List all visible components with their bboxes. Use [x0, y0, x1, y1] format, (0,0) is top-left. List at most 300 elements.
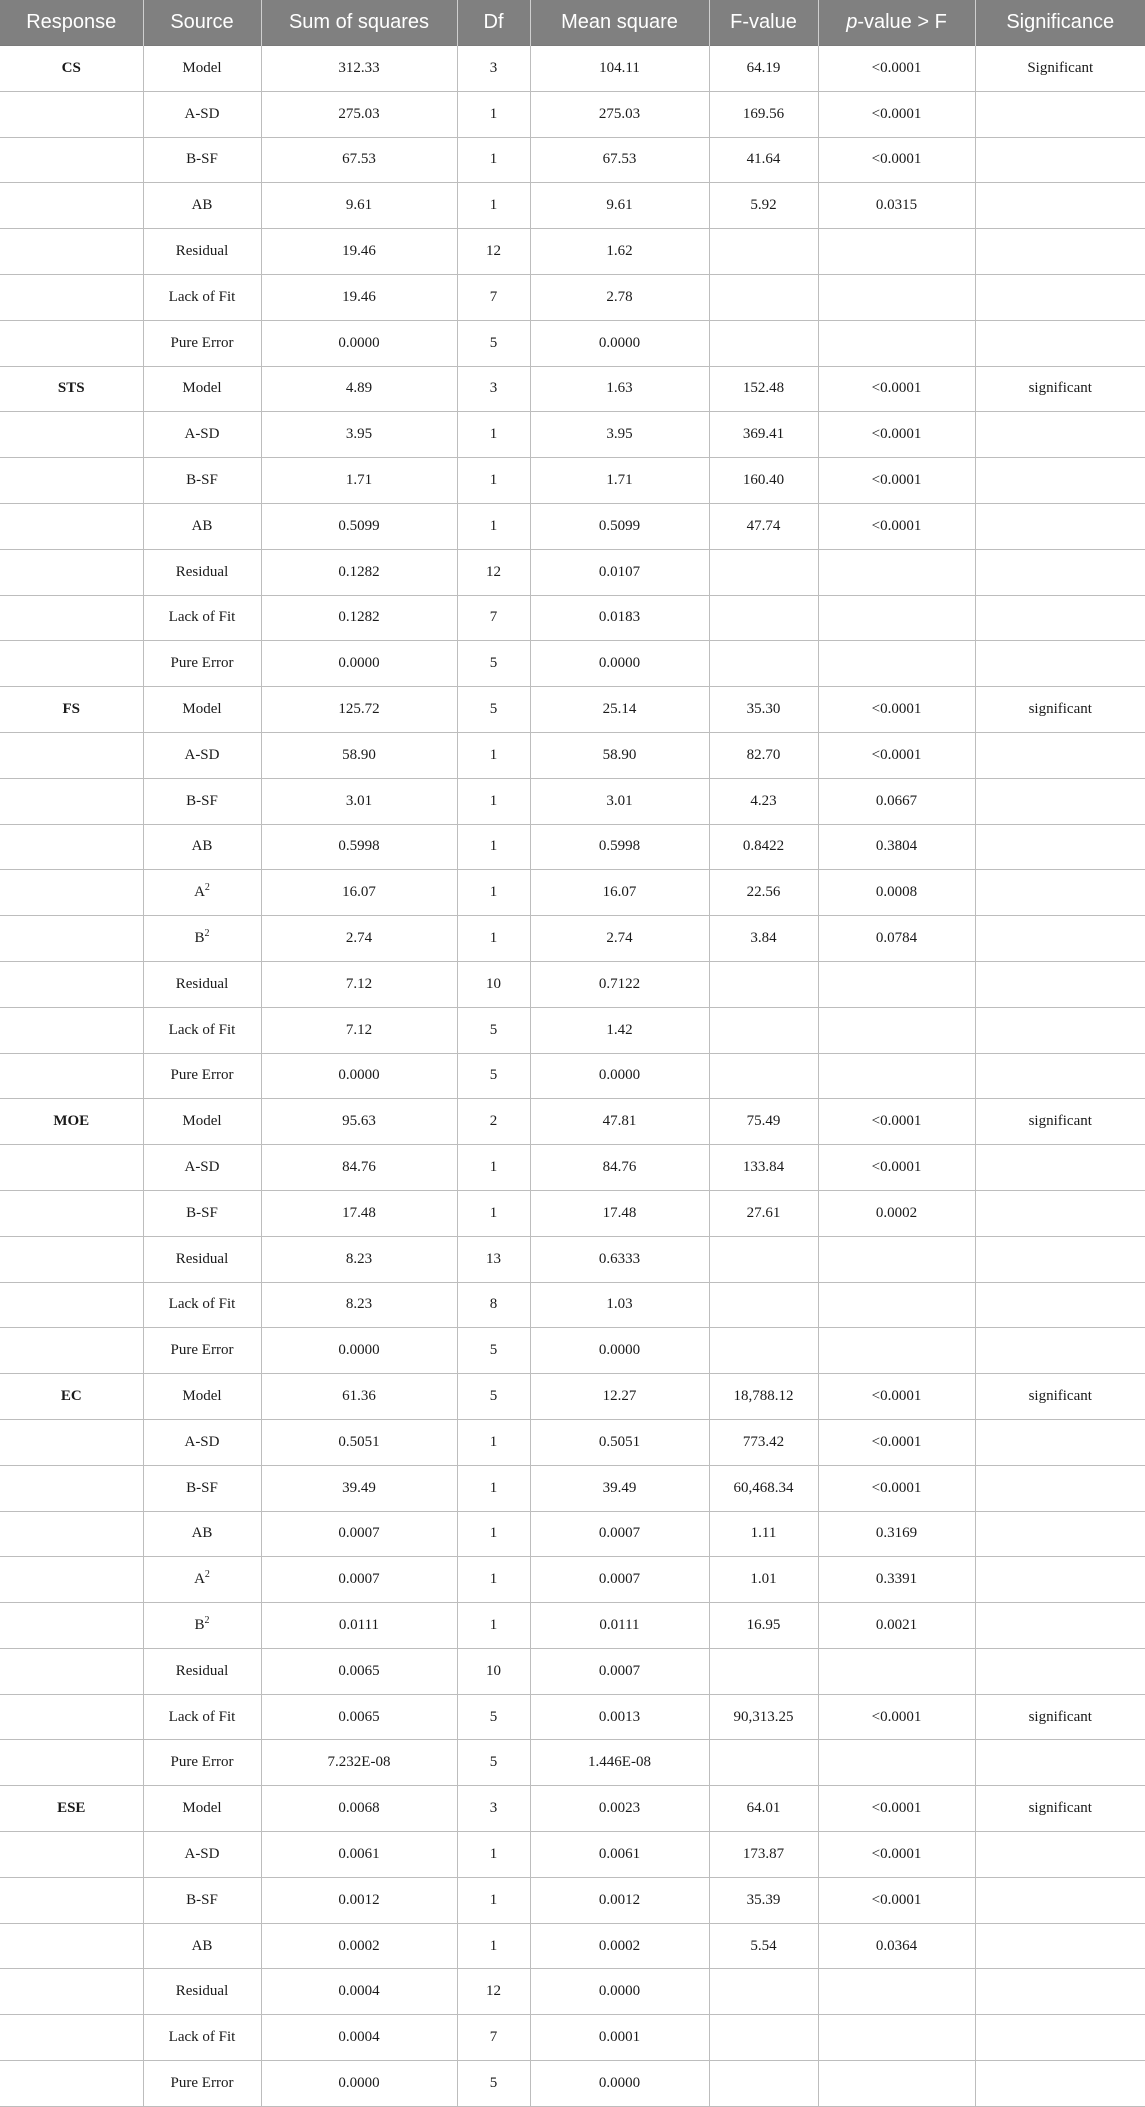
cell-response	[0, 1099, 143, 1145]
cell-f-value-text: 4.23	[750, 792, 777, 809]
cell-mean-square	[530, 229, 709, 275]
cell-df-text: 10	[486, 975, 501, 992]
cell-sum-of-squares-text: 0.0065	[338, 1662, 380, 1679]
cell-df-text: 1	[489, 1891, 498, 1908]
cell-f-value	[709, 641, 818, 687]
cell-mean-square-text: 17.48	[602, 1204, 637, 1221]
cell-p-value-text: <0.0001	[871, 1479, 922, 1496]
cell-response	[0, 458, 143, 504]
cell-significance	[975, 595, 1145, 641]
cell-significance	[975, 1877, 1145, 1923]
cell-significance-text: significant	[1028, 1113, 1092, 1130]
cell-response-text: MOE	[53, 1113, 90, 1130]
cell-response	[0, 1190, 143, 1236]
cell-source-text: AB	[191, 197, 213, 214]
cell-p-value-text: 0.0315	[875, 197, 918, 214]
cell-source	[143, 458, 261, 504]
cell-mean-square-text: 0.0023	[598, 1800, 641, 1817]
cell-sum-of-squares-text: 0.0002	[338, 1937, 380, 1954]
cell-df	[457, 916, 530, 962]
cell-p-value	[818, 916, 975, 962]
cell-mean-square-text: 0.0000	[598, 1342, 641, 1359]
cell-f-value	[709, 1923, 818, 1969]
cell-f-value-text: 1.11	[750, 1525, 777, 1542]
cell-mean-square-text: 0.0000	[598, 1067, 641, 1084]
cell-sum-of-squares	[261, 961, 457, 1007]
cell-mean-square	[530, 366, 709, 412]
cell-significance	[975, 732, 1145, 778]
cell-sum-of-squares-text: 84.76	[342, 1159, 376, 1176]
table-header	[0, 0, 1145, 46]
cell-p-value	[818, 961, 975, 1007]
cell-significance	[975, 778, 1145, 824]
cell-source-text: A	[194, 1571, 205, 1588]
squared-superscript: 2	[204, 928, 210, 940]
cell-f-value-text: 18,788.12	[733, 1388, 794, 1404]
cell-sum-of-squares-text: 0.0004	[338, 1983, 380, 2000]
cell-f-value	[709, 1740, 818, 1786]
cell-p-value	[818, 137, 975, 183]
cell-mean-square	[530, 320, 709, 366]
cell-response	[0, 549, 143, 595]
cell-df-text: 1	[489, 1433, 498, 1450]
cell-source	[143, 916, 261, 962]
cell-source	[143, 732, 261, 778]
cell-response	[0, 412, 143, 458]
cell-source	[143, 1007, 261, 1053]
cell-mean-square	[530, 1969, 709, 2015]
cell-mean-square	[530, 824, 709, 870]
cell-response	[0, 1740, 143, 1786]
cell-sum-of-squares	[261, 229, 457, 275]
cell-sum-of-squares-text: 16.07	[342, 884, 376, 901]
cell-significance	[975, 1740, 1145, 1786]
cell-p-value	[818, 824, 975, 870]
cell-f-value-text: 5.92	[750, 197, 777, 214]
cell-f-value-text: 27.61	[746, 1204, 781, 1221]
cell-df-text: 5	[489, 701, 498, 718]
cell-significance	[975, 1923, 1145, 1969]
cell-df-text: 3	[489, 1800, 498, 1817]
cell-significance	[975, 1694, 1145, 1740]
cell-f-value	[709, 366, 818, 412]
cell-p-value-text: <0.0001	[871, 1800, 922, 1817]
cell-source-text: B-SF	[186, 472, 218, 489]
cell-f-value	[709, 1511, 818, 1557]
cell-response	[0, 1145, 143, 1191]
cell-sum-of-squares-text: 0.0061	[338, 1845, 380, 1862]
cell-source-text: Lack of Fit	[168, 1708, 236, 1725]
cell-p-value	[818, 549, 975, 595]
cell-p-value-text: <0.0001	[871, 1433, 922, 1450]
cell-sum-of-squares	[261, 1465, 457, 1511]
cell-df-text: 5	[489, 1021, 498, 1038]
cell-p-value-text: 0.0364	[875, 1937, 918, 1954]
cell-source-text: A-SD	[184, 426, 220, 443]
cell-source-text: Residual	[175, 243, 229, 260]
cell-sum-of-squares	[261, 1007, 457, 1053]
cell-sum-of-squares-text: 0.0000	[338, 334, 380, 351]
cell-significance-text: significant	[1028, 1388, 1092, 1404]
cell-response	[0, 1282, 143, 1328]
cell-sum-of-squares-text: 19.46	[342, 243, 376, 260]
cell-response	[0, 46, 143, 92]
cell-mean-square	[530, 641, 709, 687]
cell-source-text: AB	[191, 838, 213, 855]
cell-sum-of-squares-text: 67.53	[342, 151, 376, 168]
cell-mean-square-text: 0.0012	[598, 1891, 641, 1908]
cell-f-value	[709, 46, 818, 92]
cell-df-text: 1	[489, 1571, 498, 1588]
cell-df-text: 5	[489, 1067, 498, 1084]
cell-source-text: Residual	[175, 1983, 229, 2000]
cell-f-value	[709, 1557, 818, 1603]
cell-p-value	[818, 870, 975, 916]
cell-p-value-text: <0.0001	[871, 701, 922, 718]
cell-mean-square-text: 0.0061	[598, 1845, 641, 1862]
cell-mean-square	[530, 1923, 709, 1969]
cell-p-value-text: <0.0001	[871, 1891, 922, 1908]
cell-source	[143, 1511, 261, 1557]
cell-significance	[975, 274, 1145, 320]
cell-df	[457, 1190, 530, 1236]
cell-df	[457, 1740, 530, 1786]
cell-source-text: Pure Error	[170, 2074, 234, 2091]
cell-df	[457, 687, 530, 733]
cell-sum-of-squares-text: 125.72	[338, 701, 380, 718]
cell-df-text: 7	[489, 2029, 498, 2046]
cell-response	[0, 1969, 143, 2015]
cell-mean-square-text: 0.0000	[598, 334, 641, 351]
cell-p-value	[818, 1099, 975, 1145]
cell-source	[143, 824, 261, 870]
cell-source-text: B-SF	[186, 151, 218, 168]
cell-response	[0, 2061, 143, 2107]
table-row	[0, 1465, 1145, 1511]
cell-df-text: 1	[489, 746, 498, 763]
cell-f-value	[709, 1099, 818, 1145]
cell-response	[0, 1877, 143, 1923]
table-row	[0, 1740, 1145, 1786]
cell-mean-square-text: 39.49	[602, 1479, 637, 1496]
table-row	[0, 916, 1145, 962]
cell-p-value	[818, 1419, 975, 1465]
cell-mean-square	[530, 1694, 709, 1740]
cell-f-value	[709, 916, 818, 962]
table-row	[0, 1511, 1145, 1557]
cell-p-value-text: <0.0001	[871, 1708, 922, 1725]
cell-df-text: 1	[489, 1479, 498, 1496]
cell-source	[143, 1694, 261, 1740]
cell-f-value	[709, 1282, 818, 1328]
cell-sum-of-squares-text: 17.48	[342, 1204, 376, 1221]
cell-significance	[975, 1603, 1145, 1649]
cell-source	[143, 412, 261, 458]
cell-mean-square	[530, 1053, 709, 1099]
cell-mean-square	[530, 412, 709, 458]
cell-df	[457, 961, 530, 1007]
cell-sum-of-squares	[261, 870, 457, 916]
cell-response	[0, 1557, 143, 1603]
cell-f-value-text: 3.84	[750, 930, 777, 947]
cell-f-value	[709, 458, 818, 504]
cell-f-value	[709, 870, 818, 916]
cell-mean-square-text: 1.446E-08	[588, 1754, 651, 1771]
cell-f-value	[709, 824, 818, 870]
table-row	[0, 2015, 1145, 2061]
cell-response	[0, 1832, 143, 1878]
cell-mean-square	[530, 1236, 709, 1282]
cell-mean-square	[530, 1603, 709, 1649]
cell-mean-square-text: 2.74	[606, 930, 633, 947]
cell-p-value	[818, 1694, 975, 1740]
cell-mean-square-text: 9.61	[606, 197, 633, 214]
cell-f-value	[709, 503, 818, 549]
cell-significance	[975, 1465, 1145, 1511]
table-row	[0, 1877, 1145, 1923]
cell-source	[143, 91, 261, 137]
cell-p-value	[818, 366, 975, 412]
cell-mean-square-text: 0.0183	[598, 609, 641, 626]
cell-significance	[975, 1374, 1145, 1420]
cell-f-value	[709, 1007, 818, 1053]
cell-df	[457, 732, 530, 778]
cell-response	[0, 916, 143, 962]
cell-df-text: 5	[489, 334, 498, 351]
cell-p-value	[818, 1603, 975, 1649]
cell-significance	[975, 2015, 1145, 2061]
cell-f-value-text: 60,468.34	[733, 1479, 794, 1496]
cell-mean-square	[530, 2061, 709, 2107]
cell-source	[143, 1465, 261, 1511]
cell-f-value-text: 369.41	[742, 426, 785, 443]
cell-sum-of-squares	[261, 549, 457, 595]
cell-df-text: 12	[486, 1983, 501, 2000]
cell-p-value	[818, 1969, 975, 2015]
cell-p-value-text: <0.0001	[871, 1388, 922, 1404]
cell-source-text: A-SD	[184, 1845, 220, 1862]
cell-sum-of-squares	[261, 1877, 457, 1923]
table-row	[0, 687, 1145, 733]
cell-f-value-text: 47.74	[746, 517, 781, 534]
cell-sum-of-squares	[261, 595, 457, 641]
header-mean-square: Mean square	[530, 0, 709, 46]
cell-source-text: A-SD	[184, 746, 220, 763]
cell-sum-of-squares-text: 0.1282	[338, 609, 380, 626]
cell-significance	[975, 1282, 1145, 1328]
cell-df	[457, 2061, 530, 2107]
cell-significance	[975, 1832, 1145, 1878]
cell-mean-square-text: 0.0000	[598, 1983, 641, 2000]
cell-mean-square-text: 1.62	[606, 243, 633, 260]
cell-source-text: A-SD	[184, 105, 220, 122]
cell-df	[457, 1374, 530, 1420]
cell-significance	[975, 1099, 1145, 1145]
cell-f-value-text: 0.8422	[742, 838, 785, 855]
cell-mean-square	[530, 961, 709, 1007]
cell-source	[143, 870, 261, 916]
table-row	[0, 458, 1145, 504]
cell-source	[143, 549, 261, 595]
cell-mean-square	[530, 595, 709, 641]
cell-response	[0, 91, 143, 137]
cell-sum-of-squares	[261, 366, 457, 412]
cell-source-text: Lack of Fit	[168, 1021, 236, 1038]
cell-p-value	[818, 595, 975, 641]
cell-response	[0, 1465, 143, 1511]
cell-df	[457, 549, 530, 595]
cell-response	[0, 778, 143, 824]
cell-mean-square	[530, 687, 709, 733]
cell-sum-of-squares	[261, 1328, 457, 1374]
cell-f-value-text: 173.87	[742, 1845, 785, 1862]
cell-source-text: Model	[182, 1800, 222, 1817]
cell-mean-square-text: 1.71	[606, 472, 633, 489]
cell-df	[457, 458, 530, 504]
cell-f-value-text: 160.40	[742, 472, 785, 489]
table-row	[0, 595, 1145, 641]
table-row	[0, 1236, 1145, 1282]
cell-response	[0, 1374, 143, 1420]
cell-mean-square	[530, 2015, 709, 2061]
cell-mean-square-text: 0.5998	[598, 838, 641, 855]
cell-p-value-text: <0.0001	[871, 517, 922, 534]
cell-sum-of-squares	[261, 1190, 457, 1236]
cell-source	[143, 229, 261, 275]
cell-mean-square-text: 67.53	[602, 151, 637, 168]
cell-significance	[975, 1511, 1145, 1557]
cell-mean-square-text: 0.0000	[598, 2074, 641, 2091]
cell-p-value-text: <0.0001	[871, 380, 922, 397]
cell-p-value-text: 0.3391	[875, 1571, 918, 1588]
table-row	[0, 1053, 1145, 1099]
cell-mean-square	[530, 1328, 709, 1374]
cell-sum-of-squares-text: 275.03	[338, 105, 380, 122]
cell-f-value	[709, 1969, 818, 2015]
table-row	[0, 2061, 1145, 2107]
header-row	[0, 0, 1145, 46]
cell-df-text: 1	[489, 472, 498, 489]
cell-p-value-text: 0.3169	[875, 1525, 918, 1542]
cell-df	[457, 1694, 530, 1740]
cell-sum-of-squares	[261, 2061, 457, 2107]
cell-f-value	[709, 183, 818, 229]
cell-response	[0, 1786, 143, 1832]
table-row	[0, 641, 1145, 687]
cell-p-value	[818, 1007, 975, 1053]
cell-f-value-text: 41.64	[746, 151, 781, 168]
cell-source-text: Residual	[175, 563, 229, 580]
cell-f-value	[709, 961, 818, 1007]
cell-response	[0, 732, 143, 778]
cell-significance	[975, 1786, 1145, 1832]
cell-df	[457, 1419, 530, 1465]
cell-sum-of-squares	[261, 1236, 457, 1282]
header-sum-of-squares: Sum of squares	[261, 0, 457, 46]
cell-df-text: 12	[486, 243, 501, 260]
cell-df-text: 3	[489, 380, 498, 397]
cell-source	[143, 687, 261, 733]
cell-df-text: 5	[489, 1342, 498, 1359]
squared-superscript: 2	[204, 882, 210, 894]
cell-df	[457, 1786, 530, 1832]
cell-sum-of-squares-text: 0.0007	[338, 1571, 380, 1588]
cell-mean-square	[530, 137, 709, 183]
cell-mean-square-text: 0.0107	[598, 563, 641, 580]
table-row	[0, 137, 1145, 183]
cell-significance-text: Significant	[1027, 59, 1094, 76]
cell-significance	[975, 412, 1145, 458]
cell-mean-square	[530, 503, 709, 549]
cell-response	[0, 183, 143, 229]
cell-sum-of-squares-text: 19.46	[342, 288, 376, 305]
cell-p-value-text: <0.0001	[871, 426, 922, 443]
cell-significance	[975, 1053, 1145, 1099]
cell-p-value	[818, 1328, 975, 1374]
cell-source-text: AB	[191, 1937, 213, 1954]
cell-mean-square-text: 1.03	[606, 1296, 633, 1313]
cell-df	[457, 366, 530, 412]
cell-source-text: A-SD	[184, 1159, 220, 1176]
cell-response	[0, 137, 143, 183]
cell-mean-square	[530, 1786, 709, 1832]
cell-p-value	[818, 2061, 975, 2107]
cell-f-value	[709, 1603, 818, 1649]
cell-source	[143, 2015, 261, 2061]
cell-df-text: 1	[489, 1937, 498, 1954]
cell-mean-square-text: 84.76	[602, 1159, 637, 1176]
cell-mean-square	[530, 1190, 709, 1236]
cell-p-value	[818, 1236, 975, 1282]
cell-df	[457, 1099, 530, 1145]
cell-df-text: 10	[486, 1662, 501, 1679]
cell-f-value-text: 35.39	[746, 1891, 781, 1908]
cell-source-text: B	[194, 930, 205, 947]
cell-source-text: Model	[182, 1113, 222, 1130]
cell-p-value-text: 0.0784	[875, 930, 918, 947]
cell-df	[457, 1969, 530, 2015]
cell-f-value-text: 64.01	[746, 1800, 781, 1817]
cell-df-text: 1	[489, 105, 498, 122]
cell-f-value	[709, 2061, 818, 2107]
cell-f-value-text: 75.49	[746, 1113, 781, 1130]
cell-response	[0, 2015, 143, 2061]
cell-p-value	[818, 1465, 975, 1511]
cell-sum-of-squares-text: 0.5998	[338, 838, 380, 855]
cell-mean-square	[530, 46, 709, 92]
cell-source-text: Lack of Fit	[168, 2029, 236, 2046]
cell-response	[0, 1923, 143, 1969]
cell-mean-square	[530, 274, 709, 320]
cell-df	[457, 46, 530, 92]
table-row	[0, 778, 1145, 824]
table-row	[0, 1648, 1145, 1694]
cell-df-text: 13	[486, 1250, 501, 1267]
cell-significance	[975, 46, 1145, 92]
cell-source	[143, 503, 261, 549]
cell-significance	[975, 1969, 1145, 2015]
table-row	[0, 1419, 1145, 1465]
cell-response	[0, 503, 143, 549]
cell-f-value-text: 22.56	[746, 884, 781, 901]
cell-sum-of-squares-text: 0.0000	[338, 655, 380, 672]
cell-sum-of-squares	[261, 274, 457, 320]
table-row	[0, 46, 1145, 92]
table-row	[0, 1832, 1145, 1878]
cell-significance	[975, 503, 1145, 549]
cell-df-text: 1	[489, 1616, 498, 1633]
cell-df	[457, 641, 530, 687]
